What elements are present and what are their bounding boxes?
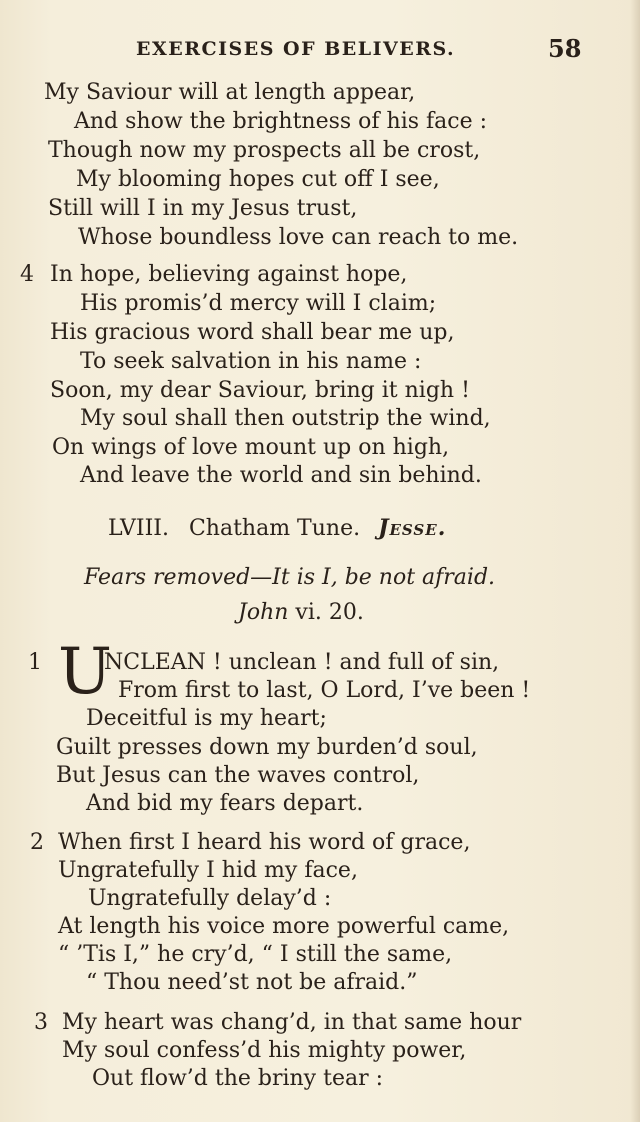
page-edge-shadow [630,0,640,1122]
verse-line: From first to last, O Lord, I’ve been ! [118,678,531,703]
verse-line: His gracious word shall bear me up, [50,320,455,345]
stanza-number: 3 [34,1010,48,1035]
verse-line: My blooming hopes cut off I see, [76,167,440,192]
verse-line: Guilt presses down my burden’d soul, [56,735,478,760]
stanza-number: 1 [28,650,42,675]
verse-line: Still will I in my Jesus trust, [48,196,358,221]
hymn-numeral: LVIII. [108,516,169,541]
verse-line: Whose boundless love can reach to me. [78,225,519,250]
running-title: EXERCISES OF BELIVERS. [136,38,456,60]
verse-line: “ Thou need’st not be afraid.” [86,970,418,995]
verse-line: When first I heard his word of grace, [58,830,471,855]
verse-line: Soon, my dear Saviour, bring it nigh ! [50,378,470,403]
verse-line: And leave the world and sin behind. [80,463,482,488]
verse-line: Ungratefully delay’d : [88,886,332,911]
hymn-subtitle: Fears removed—It is I, be not afraid. [84,565,496,590]
drop-cap: U [58,635,112,709]
hymn-author: Jesse. [378,515,447,541]
verse-line: But Jesus can the waves control, [56,763,420,788]
verse-line: My Saviour will at length appear, [44,80,416,105]
verse-line: Though now my prospects all be crost, [48,138,481,163]
verse-line: “ ’Tis I,” he cry’d, “ I still the same, [58,942,453,967]
verse-line: My soul shall then outstrip the wind, [80,406,491,431]
hymn-heading [108,515,446,541]
scripture-book: John [238,600,289,625]
verse-line: His promis’d mercy will I claim; [80,291,437,316]
verse-line: My soul confess’d his mighty power, [62,1038,467,1063]
scripture-reference [238,600,364,625]
verse-line: At length his voice more powerful came, [58,914,510,939]
verse-line: To seek salvation in his name : [80,349,422,374]
verse-line: Out flow’d the briny tear : [92,1066,384,1091]
hymn-tune: Chatham Tune. [188,516,361,541]
stanza-number: 4 [20,262,34,287]
verse-line: Ungratefully I hid my face, [58,858,358,883]
verse-line: NCLEAN ! unclean ! and full of sin, [104,650,500,675]
stanza-number: 2 [30,830,44,855]
scripture-chapter-verse: vi. 20. [295,600,364,625]
verse-line: Deceitful is my heart; [86,706,327,731]
verse-line: And bid my fears depart. [86,791,364,816]
verse-line: And show the brightness of his face : [74,109,488,134]
page-number: 58 [548,34,582,63]
verse-line: My heart was chang’d, in that same hour [62,1010,522,1035]
verse-line: On wings of love mount up on high, [52,435,450,460]
verse-line: In hope, believing against hope, [50,262,408,287]
